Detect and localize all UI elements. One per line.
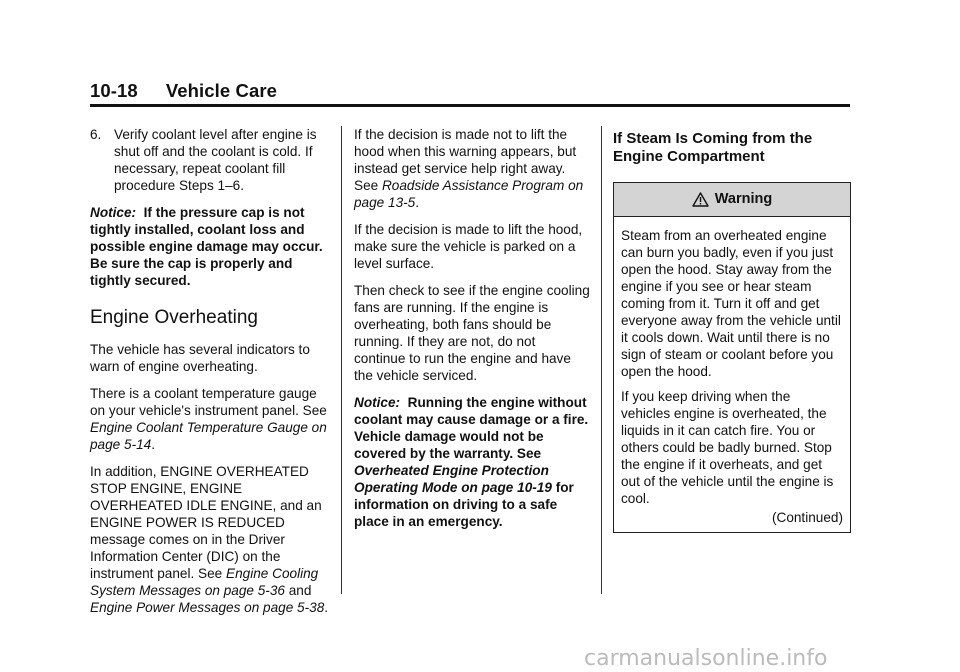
text: In addition, ENGINE OVERHEATED STOP ENGINE, ENGINE OVERHEATED IDLE ENGINE, and an ENGINE POWER IS REDUCED message comes on in the Driver Information Center (DIC) on the instrument panel. See <box>90 464 322 581</box>
header-rule <box>90 104 850 107</box>
cross-reference-link[interactable]: Roadside Assistance Program on page 13-5 <box>354 178 584 210</box>
text: There is a coolant temperature gauge on your vehicle's instrument panel. See <box>90 386 327 418</box>
procedure-step <box>90 126 332 194</box>
cross-reference-link[interactable]: Engine Coolant Temperature Gauge on page 5-14 <box>90 420 327 452</box>
warning-paragraph: If you keep driving when the vehicles engine is overheated, the liquids in it can catch fire. You or others could be badly burned. Stop the engine if it overheats, and get out of the vehicle until the engine is cool. <box>621 389 834 506</box>
column-right <box>613 126 853 533</box>
section-heading: Engine Overheating <box>90 307 258 328</box>
continued-label: (Continued) <box>771 510 843 525</box>
warning-label: Warning <box>714 191 773 207</box>
section-title: Vehicle Care <box>165 80 278 101</box>
cross-reference-link[interactable]: Engine Cooling System Messages on page 5-36 <box>90 566 319 598</box>
warning-triangle-icon <box>692 192 709 207</box>
notice-label: Notice: <box>354 395 401 410</box>
text: . <box>324 600 329 615</box>
notice-paragraph <box>354 394 590 530</box>
text: . <box>415 195 420 210</box>
step-number: 6. <box>90 127 102 142</box>
column-middle <box>354 126 590 540</box>
warning-paragraph: Steam from an overheated engine can burn you badly, even if you just open the hood. Stay away from the engine if you see or hear steam coming from it. Turn it off and get everyone away from the vehicle until it cools down. Wait until there is no sign of steam or coolant before you open the hood. <box>621 228 841 379</box>
notice-text: for information on driving to a safe place in an emergency. <box>354 480 574 529</box>
column-divider <box>341 126 342 594</box>
column-left <box>90 126 332 626</box>
notice-paragraph <box>90 204 332 289</box>
page-header <box>90 82 852 101</box>
text: . <box>151 437 156 452</box>
notice-text: Running the engine without coolant may cause damage or a fire. Vehicle damage would not be covered by the warranty. See <box>354 395 589 461</box>
warning-box <box>613 182 851 533</box>
body-paragraph: Then check to see if the engine cooling fans are running. If the engine is overheating, both fans should be running. If they are not, do not continue to run the engine and have the vehicle serviced. <box>354 283 590 383</box>
step-text: Verify coolant level after engine is shut off and the coolant is cold. If necessary, repeat coolant fill procedure Steps 1–6. <box>114 127 317 193</box>
body-paragraph <box>354 126 590 211</box>
subsection-heading: If Steam Is Coming from the Engine Compartment <box>613 130 813 165</box>
text: If the decision is made not to lift the hood when this warning appears, but instead get service help right away. See <box>354 127 577 193</box>
page-number: 10-18 <box>90 80 138 101</box>
body-paragraph <box>90 385 332 453</box>
notice-label: Notice: <box>90 205 137 220</box>
notice-text: If the pressure cap is not tightly installed, coolant loss and possible engine damage may occur. Be sure the cap is properly and tightly secured. <box>90 205 323 288</box>
page-header-title <box>90 80 277 101</box>
cross-reference-link[interactable]: Overheated Engine Protection Operating Mode on page 10-19 <box>354 463 552 495</box>
text: and <box>288 583 312 598</box>
column-divider <box>601 126 602 594</box>
body-paragraph <box>90 463 332 616</box>
warning-header <box>614 183 850 217</box>
body-paragraph: If the decision is made to lift the hood, make sure the vehicle is parked on a level surface. <box>354 222 583 271</box>
watermark: carmanualsonline.info <box>584 646 828 671</box>
body-paragraph: The vehicle has several indicators to warn of engine overheating. <box>90 342 310 374</box>
warning-body <box>614 217 850 532</box>
cross-reference-link[interactable]: Engine Power Messages on page 5-38 <box>90 600 325 615</box>
